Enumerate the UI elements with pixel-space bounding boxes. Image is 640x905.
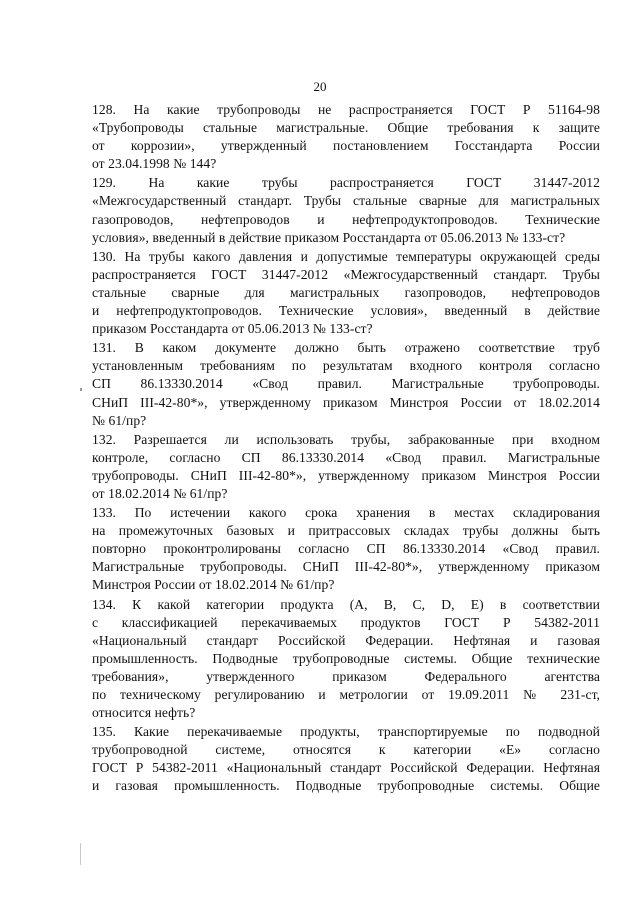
question-line: «Межгосударственный стандарт. Трубы стальные сварные для магистральных (92, 193, 600, 209)
question-line: контроле, согласно СП 86.13330.2014 «Свод правил. Магистральные (92, 449, 600, 465)
question-129 (92, 174, 600, 246)
question-line: 130. На трубы какого давления и допустимые температуры окружающей среды (92, 248, 600, 264)
question-line: на промежуточных базовых и притрассовых складах трубы должны быть (92, 523, 600, 539)
question-line: от 18.02.2014 № 61/пр? (92, 485, 228, 501)
question-line: условия», введенный в действие приказом Росстандарта от 05.06.2013 № 133-ст? (92, 229, 566, 245)
question-line: с классификацией перекачиваемых продуктов ГОСТ Р 54382-2011 (92, 614, 600, 630)
question-line: трубопроводной системе, относятся к категории «E» согласно (92, 742, 600, 758)
question-line: 131. В каком документе должно быть отражено соответствие труб (92, 340, 600, 356)
question-131 (92, 339, 600, 429)
question-128 (92, 101, 600, 173)
question-line: Магистральные трубопроводы. СНиП III-42-80*», утвержденному приказом (92, 559, 600, 575)
scan-artifact-mark (80, 843, 81, 865)
question-line: установленным требованиям по результатам входного контроля согласно (92, 358, 600, 374)
question-line: от 23.04.1998 № 144? (92, 156, 217, 172)
question-line: ГОСТ Р 54382-2011 «Национальный стандарт Российской Федерации. Нефтяная (92, 760, 600, 776)
question-line: № 61/пр? (92, 412, 147, 428)
question-line: СНиП III-42-80*», утвержденному приказом Минстроя России от 18.02.2014 (92, 394, 600, 410)
question-line: 134. К какой категории продукта (A, B, C, D, E) в соответствии (92, 596, 600, 612)
question-line: повторно проконтролированы согласно СП 86.13330.2014 «Свод правил. (92, 541, 600, 557)
question-list (92, 101, 600, 797)
question-133 (92, 504, 600, 594)
question-line: 133. По истечении какого срока хранения в местах складирования (92, 505, 600, 521)
question-line: стальные сварные для магистральных газопроводов, нефтепроводов (92, 284, 600, 300)
question-line: «Трубопроводы стальные магистральные. Общие требования к защите (92, 120, 600, 136)
question-line: распространяется ГОСТ 31447-2012 «Межгосударственный стандарт. Трубы (92, 266, 600, 282)
question-line: и газовая промышленность. Подводные трубопроводные системы. Общие (92, 778, 600, 794)
question-line: 129. На какие трубы распространяется ГОСТ 31447-2012 (92, 175, 600, 191)
question-130 (92, 248, 600, 338)
question-line: требования», утвержденного приказом Федерального агентства (92, 668, 600, 684)
question-134 (92, 596, 600, 723)
question-line: приказом Росстандарта от 05.06.2013 № 133-ст? (92, 321, 373, 337)
question-line: и нефтепродуктопроводов. Технические условия», введенный в действие (92, 303, 600, 319)
question-line: относится нефть? (92, 705, 196, 721)
question-line: 132. Разрешается ли использовать трубы, забракованные при входном (92, 431, 600, 447)
question-line: 135. Какие перекачиваемые продукты, транспортируемые по подводной (92, 724, 600, 740)
question-line: трубопроводы. СНиП III-42-80*», утвержденному приказом Минстроя России (92, 467, 600, 483)
question-line: по техническому регулированию и метрологии от 19.09.2011 № 231-ст, (92, 687, 600, 702)
question-line: СП 86.13330.2014 «Свод правил. Магистральные трубопроводы. (92, 376, 600, 392)
scan-artifact-mark (80, 388, 82, 391)
question-line: промышленность. Подводные трубопроводные системы. Общие технические (92, 650, 600, 666)
question-line: от коррозии», утвержденный постановлением Госстандарта России (92, 138, 600, 154)
question-line: газопроводов, нефтепроводов и нефтепродуктопроводов. Технические (92, 211, 600, 227)
question-line: 128. На какие трубопроводы не распространяется ГОСТ Р 51164-98 (92, 102, 600, 117)
question-line: Минстроя России от 18.02.2014 № 61/пр? (92, 577, 335, 593)
page-number: 20 (313, 79, 327, 94)
question-135 (92, 723, 600, 795)
question-132 (92, 431, 600, 503)
question-line: «Национальный стандарт Российской Федерации. Нефтяная и газовая (92, 632, 600, 648)
